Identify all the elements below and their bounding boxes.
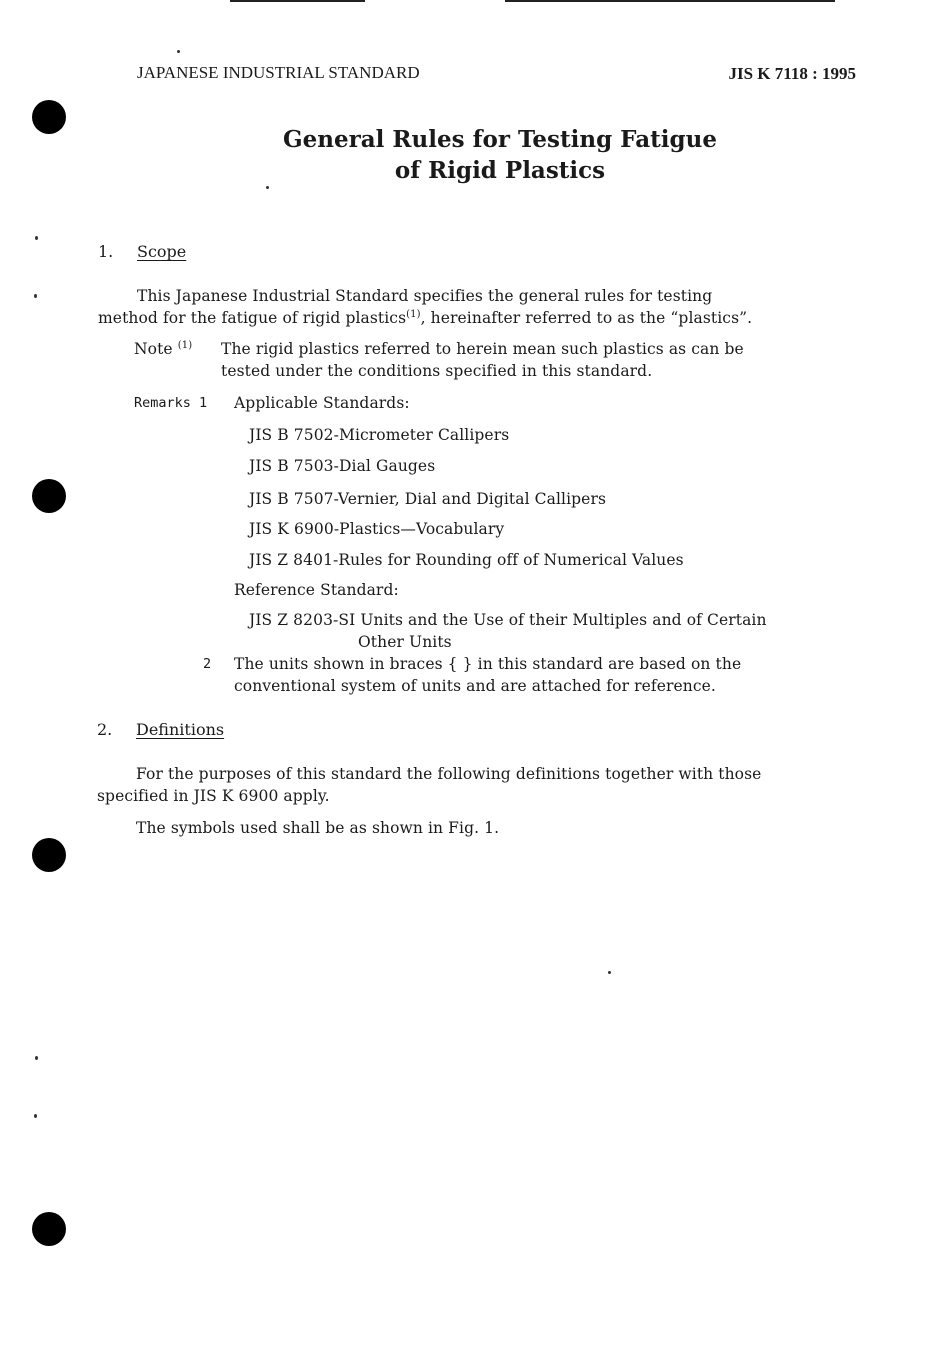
definitions-paragraph-line2: specified in JIS K 6900 apply. xyxy=(97,787,330,805)
applicable-standard-item: JIS B 7507-Vernier, Dial and Digital Callipers xyxy=(249,490,607,508)
note-line1: The rigid plastics referred to herein mean such plastics as can be xyxy=(221,340,744,358)
applicable-standard-item: JIS K 6900-Plastics—Vocabulary xyxy=(249,520,505,538)
scan-edge-line xyxy=(230,0,365,2)
remark-2-line2: conventional system of units and are attached for reference. xyxy=(234,677,716,695)
scan-speck xyxy=(177,50,180,53)
header-standard-number: JIS K 7118 : 1995 xyxy=(728,64,856,83)
reference-standard-line1: JIS Z 8203-SI Units and the Use of their Multiples and of Certain xyxy=(249,611,767,629)
reference-standard-line2: Other Units xyxy=(358,633,452,651)
page-title-line2: of Rigid Plastics xyxy=(394,157,606,184)
scan-speck xyxy=(34,294,37,298)
remarks-label: Remarks 1 xyxy=(134,395,208,411)
note-label: Note $^{(1)}$ xyxy=(134,340,193,358)
scan-speck xyxy=(35,1056,38,1060)
scan-speck xyxy=(34,1114,37,1118)
reference-standard-heading: Reference Standard: xyxy=(234,581,399,599)
header-standard-name: JAPANESE INDUSTRIAL STANDARD xyxy=(137,63,420,82)
applicable-standard-item: JIS B 7502-Micrometer Callipers xyxy=(249,426,510,444)
applicable-standard-item: JIS B 7503-Dial Gauges xyxy=(249,457,436,475)
remark-2-line1: The units shown in braces { } in this standard are based on the xyxy=(234,655,742,673)
binder-hole xyxy=(32,479,66,513)
note-line2: tested under the conditions specified in this standard. xyxy=(221,362,653,380)
scan-speck xyxy=(266,186,269,189)
binder-hole xyxy=(32,1212,66,1246)
remark-2-number: 2 xyxy=(203,656,212,672)
page-title-line1: General Rules for Testing Fatigue xyxy=(283,126,717,153)
scan-speck xyxy=(608,971,611,974)
binder-hole xyxy=(32,838,66,872)
scope-paragraph-line1: This Japanese Industrial Standard specifies the general rules for testing xyxy=(137,287,713,305)
section-2-heading: Definitions xyxy=(136,720,225,739)
section-1-number: 1. xyxy=(98,242,114,261)
section-1-heading: Scope xyxy=(137,242,187,261)
applicable-standards-heading: Applicable Standards: xyxy=(234,394,410,412)
applicable-standard-item: JIS Z 8401-Rules for Rounding off of Numerical Values xyxy=(249,551,684,569)
scope-paragraph-line2: method for the fatigue of rigid plastics$^{(1)}$, hereinafter referred to as the “plastics”. xyxy=(98,309,753,327)
section-2-number: 2. xyxy=(97,720,113,739)
symbols-paragraph: The symbols used shall be as shown in Fig. 1. xyxy=(136,819,500,837)
scan-speck xyxy=(35,236,38,240)
definitions-paragraph-line1: For the purposes of this standard the following definitions together with those xyxy=(136,765,762,783)
scan-edge-line xyxy=(505,0,835,2)
